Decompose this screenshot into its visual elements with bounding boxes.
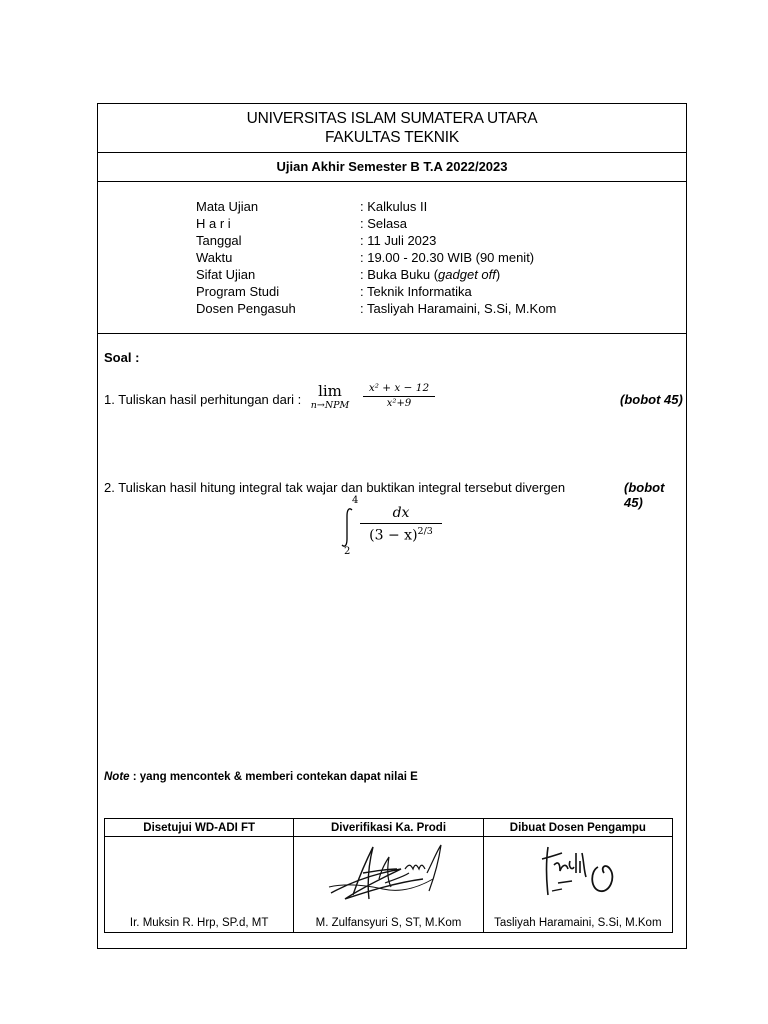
signature-table bbox=[104, 818, 673, 933]
info-value: : Buka Buku (gadget off) bbox=[360, 267, 501, 282]
signer-name: Tasliyah Haramaini, S.Si, M.Kom bbox=[494, 917, 662, 929]
signature-header: Dibuat Dosen Pengampu bbox=[483, 819, 672, 837]
institution-header bbox=[98, 104, 686, 153]
signer-name: M. Zulfansyuri S, ST, M.Kom bbox=[315, 917, 462, 929]
university-name: UNIVERSITAS ISLAM SUMATERA UTARA bbox=[246, 110, 538, 127]
info-label: Tanggal bbox=[196, 233, 242, 248]
info-value: : Selasa bbox=[360, 216, 407, 231]
signature-header: Diverifikasi Ka. Prodi bbox=[294, 819, 483, 837]
question-2-weight: (bobot 45) bbox=[624, 480, 665, 510]
exam-title: Ujian Akhir Semester B T.A 2022/2023 bbox=[98, 152, 686, 182]
info-label: H a r i bbox=[196, 216, 231, 231]
info-value: : Teknik Informatika bbox=[360, 284, 472, 299]
signature-cell bbox=[483, 837, 672, 933]
info-label: Mata Ujian bbox=[196, 199, 259, 214]
info-label: Program Studi bbox=[196, 284, 280, 299]
integral-fraction: dx $(3 - x)^{2/3}$ bbox=[360, 505, 442, 544]
question-1-weight: (bobot 45) bbox=[620, 392, 683, 407]
integral-lower-limit: 2 bbox=[344, 546, 351, 557]
signature-cell bbox=[105, 837, 294, 933]
info-value: : Tasliyah Haramaini, S.Si, M.Kom bbox=[360, 301, 557, 316]
exam-info bbox=[98, 181, 686, 334]
signer-name: Ir. Muksin R. Hrp, SP.d, MT bbox=[129, 917, 269, 929]
info-label: Sifat Ujian bbox=[196, 267, 256, 282]
info-value: : Kalkulus II bbox=[360, 199, 428, 214]
question-2-text: 2. Tuliskan hasil hitung integral tak wajar dan buktikan integral tersebut divergen bbox=[104, 480, 566, 495]
questions-title: Soal : bbox=[104, 350, 140, 365]
info-label: Dosen Pengasuh bbox=[196, 301, 296, 316]
signature-header: Disetujui WD-ADI FT bbox=[105, 819, 294, 837]
integral-sign-icon bbox=[338, 507, 358, 549]
info-value: : 19.00 - 20.30 WIB (90 menit) bbox=[360, 250, 535, 265]
limit-expression: lim n→NPM bbox=[310, 382, 350, 411]
integral-upper-limit: 4 bbox=[352, 495, 359, 506]
exam-note: Note : yang mencontek & memberi contekan dapat nilai E bbox=[104, 771, 418, 783]
signature-cell bbox=[294, 837, 483, 933]
handwritten-signature-icon bbox=[323, 843, 453, 905]
question-1-text: 1. Tuliskan hasil perhitungan dari : bbox=[104, 392, 302, 407]
info-value: : 11 Juli 2023 bbox=[360, 233, 437, 248]
limit-fraction: x² + x − 12 x²+9 bbox=[363, 382, 435, 409]
faculty-name: FAKULTAS TEKNIK bbox=[325, 129, 459, 146]
handwritten-signature-icon bbox=[528, 843, 628, 905]
exam-sheet bbox=[97, 103, 687, 949]
info-label: Waktu bbox=[196, 250, 233, 265]
